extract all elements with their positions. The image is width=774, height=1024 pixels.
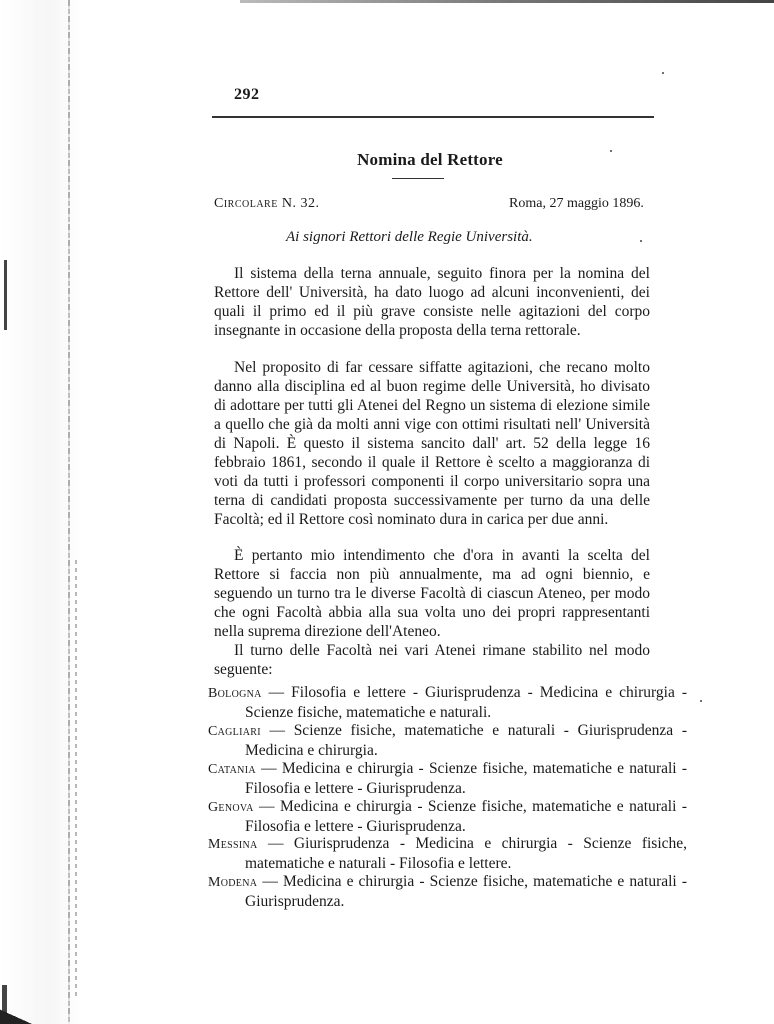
page-number: 292: [234, 86, 260, 103]
circular-label-text: Circolare N. 32.: [214, 196, 320, 211]
circular-label: [214, 196, 319, 212]
faculty-order: Filosofia e lettere - Giurisprudenza - Medicina e chirurgia - Scienze fisiche, matematiche e naturali.: [245, 684, 688, 721]
address-line: Ai signori Rettori delle Regie Università.: [286, 229, 533, 245]
dash: —: [255, 760, 282, 777]
dash: —: [257, 873, 283, 890]
faculty-order: Scienze fisiche, matematiche e naturali - Giurisprudenza - Medicina e chirurgia.: [245, 722, 688, 759]
scan-speck: [662, 72, 664, 74]
paragraph: È pertanto mio intendimento che d'ora in avanti la scelta del Rettore si faccia non più annualmente, ma ad ogni biennio, e seguendo un turno tra le diverse Facoltà di ciascun Ateneo, per modo che ogni Facoltà abbia alla sua volta uno dei propri rappresentanti nella suprema direzione dell'Ateneo.: [214, 547, 650, 640]
scan-speck: [610, 150, 612, 152]
faculty-order: Giurisprudenza - Medicina e chirurgia - Scienze fisiche, matematiche e naturali - Filosofia e lettere.: [245, 835, 688, 872]
dash: —: [253, 798, 280, 815]
faculty-order: Medicina e chirurgia - Scienze fisiche, matematiche e naturali - Giurisprudenza.: [245, 873, 687, 910]
list-item: [208, 834, 687, 873]
date-line: Roma, 27 maggio 1896.: [509, 196, 644, 211]
list-item: [208, 683, 687, 722]
header-rule: [212, 116, 654, 118]
university-name: Messina: [208, 837, 258, 852]
paragraph: Il sistema della terna annuale, seguito finora per la nomina del Rettore dell' Università, ha dato luogo ad alcuni inconvenienti, dei quali il primo ed il più grave consiste nelle agitazioni del corpo insegnante in occasione della proposta della terna rettorale.: [214, 265, 650, 339]
title-rule: [392, 178, 444, 179]
list-item: [208, 797, 687, 836]
university-name: Cagliari: [208, 724, 261, 739]
list-item: [208, 759, 687, 798]
university-name: Genova: [208, 800, 254, 815]
dash: —: [260, 722, 294, 739]
list-item: [208, 872, 687, 911]
list-item: [208, 721, 687, 760]
scan-binding-line-secondary: [75, 560, 77, 1000]
scan-edge-mark: [4, 260, 7, 330]
dash: —: [257, 835, 294, 852]
faculty-order: Medicina e chirurgia - Scienze fisiche, matematiche e naturali - Filosofia e lettere - Giurisprudenza.: [245, 760, 687, 797]
paragraph: Il turno delle Facoltà nei vari Atenei rimane stabilito nel modo seguente:: [214, 642, 650, 678]
university-name: Catania: [208, 762, 256, 777]
dash: —: [261, 684, 292, 701]
scan-top-edge: [240, 0, 774, 3]
scan-speck: [700, 700, 702, 702]
university-name: Modena: [208, 875, 258, 890]
page-title: Nomina del Rettore: [357, 150, 503, 169]
paragraph: Nel proposito di far cessare siffatte agitazioni, che recano molto danno alla disciplina ed al buon regime delle Università, ho divisato di adottare per tutti gli Atenei del Regno un sistema di elezione simile a quello che già da molti anni vige con ottimi risultati nell' Università di Napoli. È questo il sistema sancito dall' art. 52 della legge 16 febbraio 1861, secondo il quale il Rettore è scelto a maggioranza di voti da tutti i professori componenti il corpo universitario sopra una terna di candidati proposta successivamente per turno da una delle Facoltà; ed il Rettore così nominato dura in carica per due anni.: [214, 359, 650, 528]
university-name: Bologna: [208, 686, 262, 701]
scan-corner-mark: [0, 1006, 40, 1024]
scan-speck: [640, 240, 642, 242]
faculty-order: Medicina e chirurgia - Scienze fisiche, matematiche e naturali - Filosofia e lettere - Giurisprudenza.: [245, 798, 687, 835]
